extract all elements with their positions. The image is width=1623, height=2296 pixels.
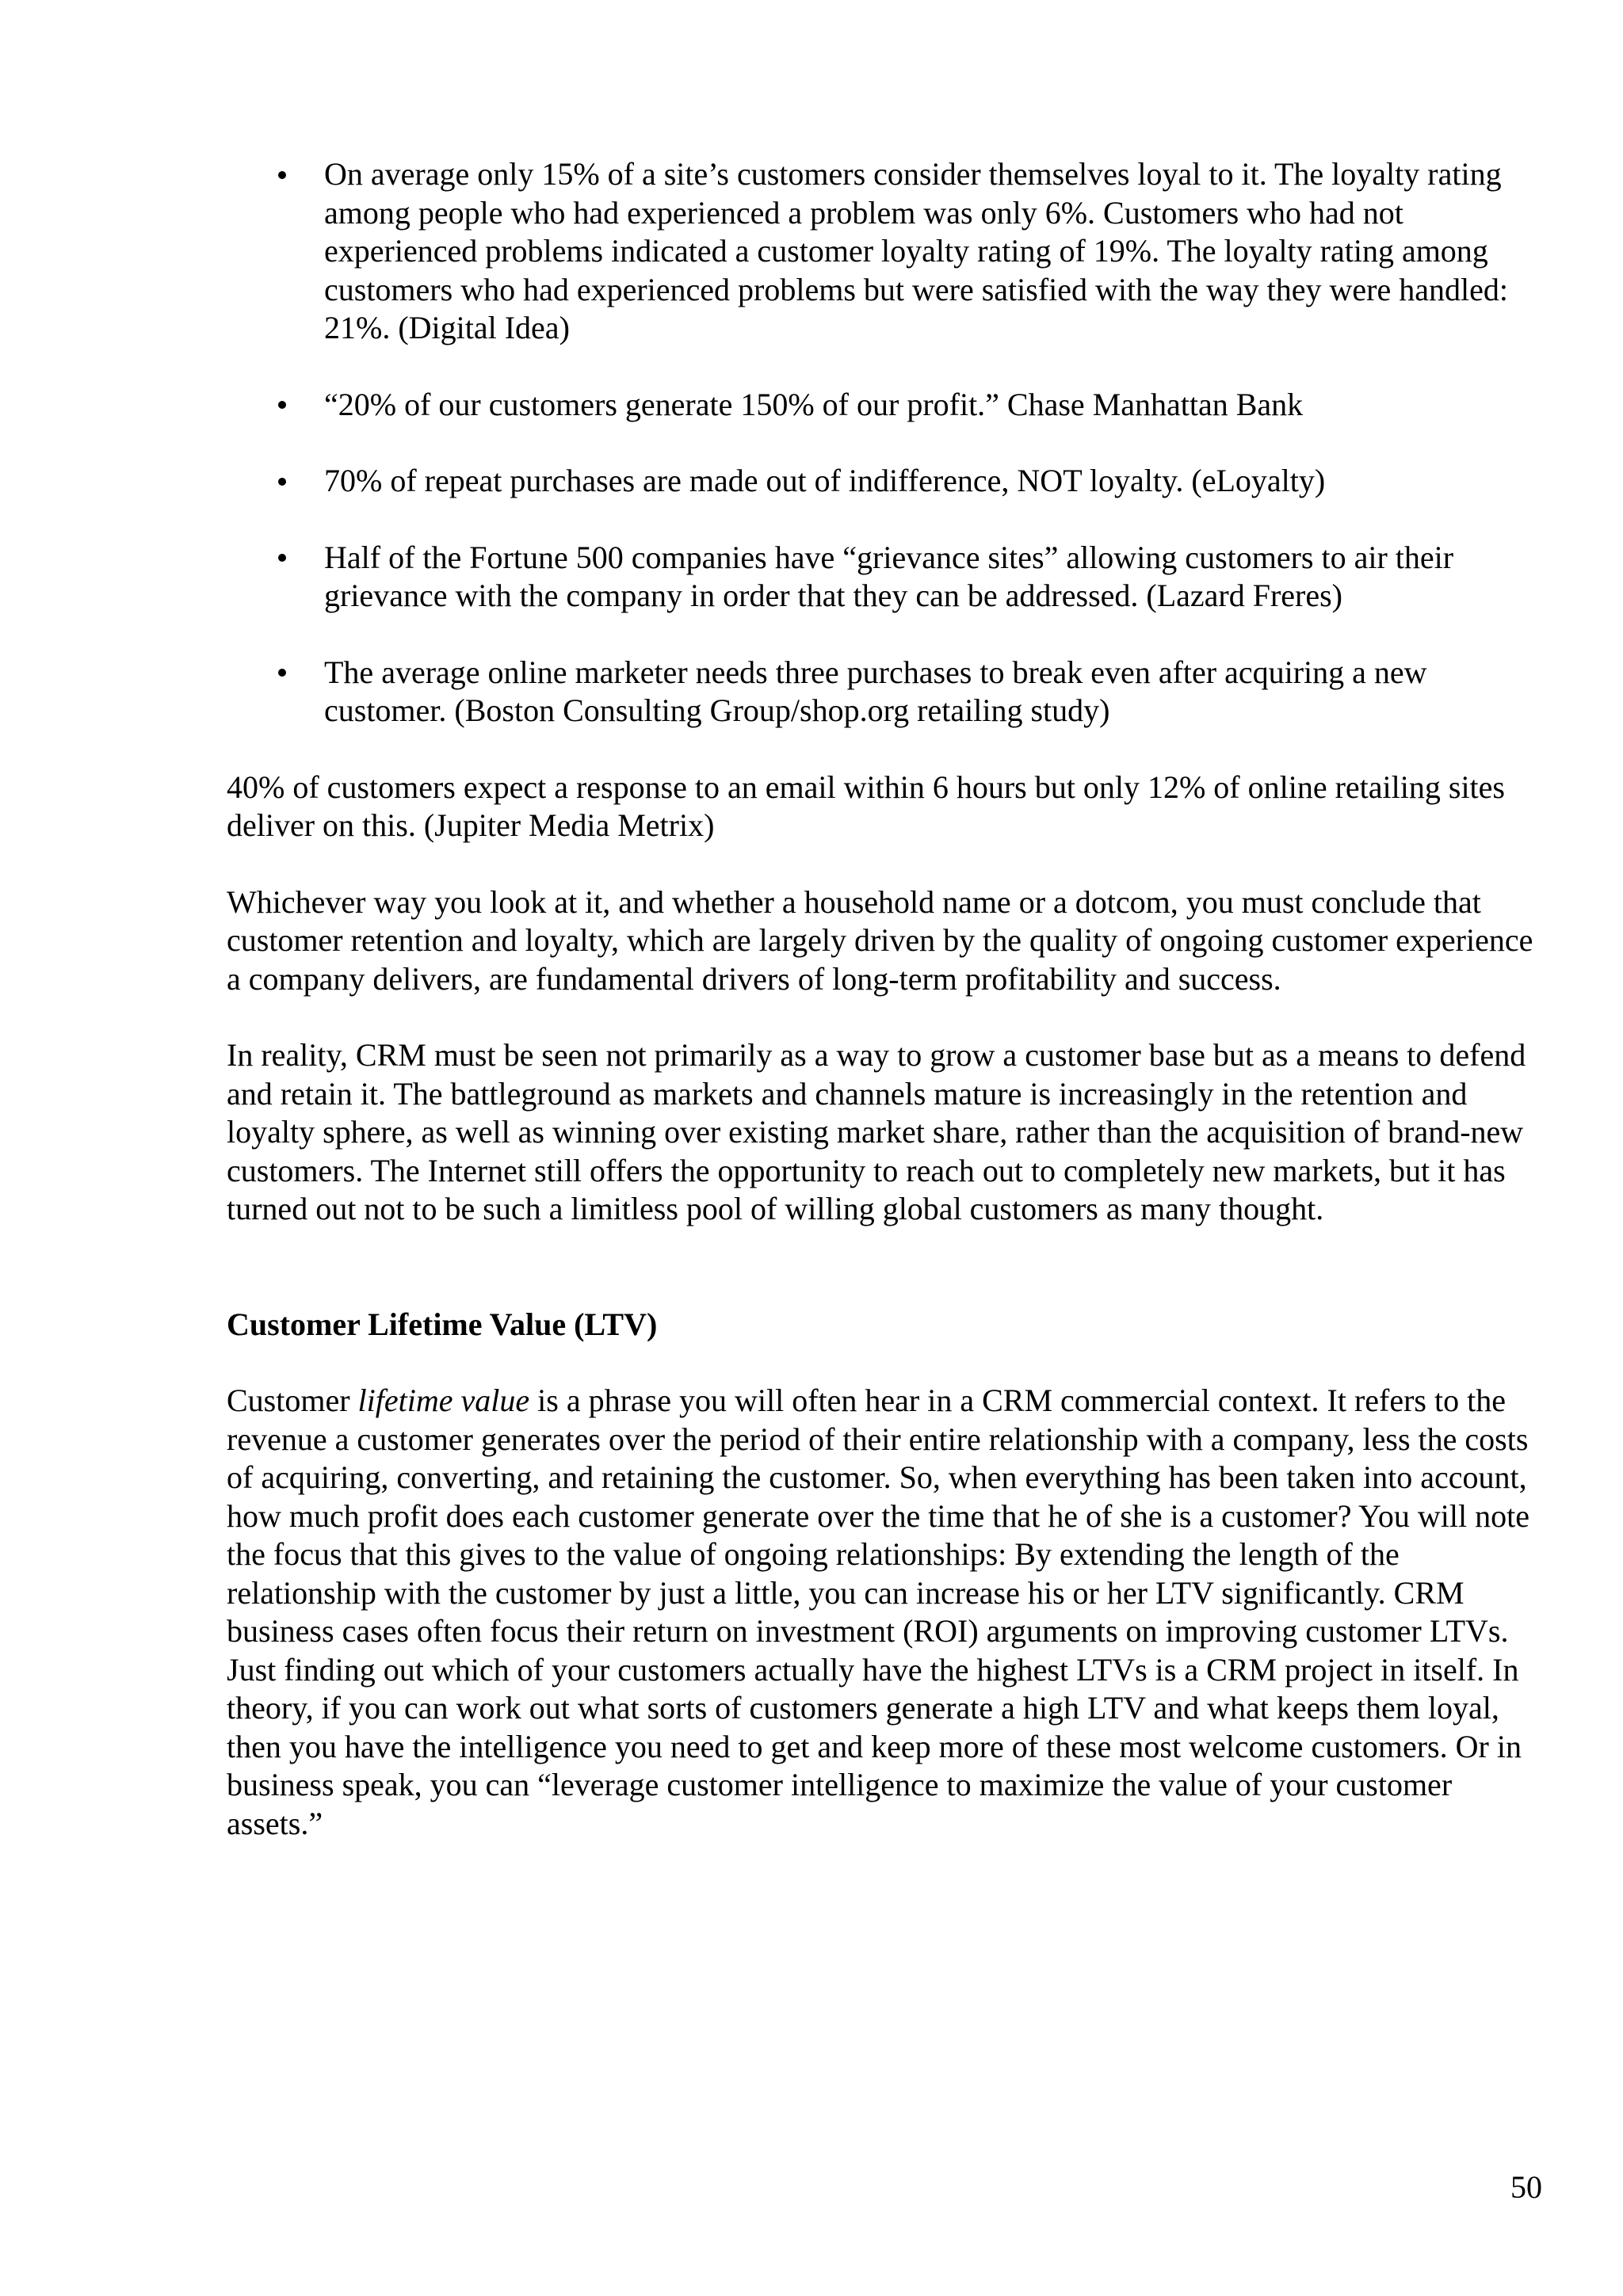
page-content xyxy=(227,155,1552,1881)
paragraph-retention-conclusion: Whichever way you look at it, and whether a household name or a dotcom, you must conclude that customer retention and loyalty, which are largely driven by the quality of ongoing customer experience a company delivers, are fundamental drivers of long-term profitability and success. xyxy=(227,883,1533,997)
list-item-text: “20% of our customers generate 150% of our profit.” Chase Manhattan Bank xyxy=(324,386,1304,422)
list-item xyxy=(227,155,1552,348)
list-item-text: 70% of repeat purchases are made out of indifference, NOT loyalty. (eLoyalty) xyxy=(324,463,1326,498)
list-item xyxy=(227,462,1552,501)
bullet-icon xyxy=(274,386,290,425)
paragraph-response-time: 40% of customers expect a response to an email within 6 hours but only 12% of online retailing sites deliver on this. (Jupiter Media Metrix) xyxy=(227,769,1505,843)
bullet-list xyxy=(227,155,1552,730)
page-number: 50 xyxy=(1510,2169,1542,2205)
list-item xyxy=(227,539,1552,616)
list-item-text: Half of the Fortune 500 companies have “grievance sites” allowing customers to air their grievance with the company in order that they can be addressed. (Lazard Freres) xyxy=(324,539,1454,613)
paragraph-ltv-definition xyxy=(227,1382,1552,1843)
ltv-italic-term: lifetime value xyxy=(357,1383,530,1418)
bullet-icon xyxy=(274,155,290,194)
ltv-intro-rest: is a phrase you will often hear in a CRM commercial context. It refers to the revenue a customer generates over the period of their entire relationship with a company, less the costs of acquiring, converting, and retaining the customer. So, when everything has been taken into account, how much profit does each customer generate over the time that he of she is a customer? You will note the focus that this gives to the value of ongoing relationships: By extending the length of the relationship with the customer by just a little, you can increase his or her LTV significantly. CRM business cases often focus their return on investment (ROI) arguments on improving customer LTVs. Just finding out which of your customers actually have the highest LTVs is a CRM project in itself. In theory, if you can work out what sorts of customers generate a high LTV and what keeps them loyal, then you have the intelligence you need to get and keep more of these most welcome customers. Or in business speak, you can “leverage customer intelligence to maximize the value of your customer assets.” xyxy=(227,1383,1529,1841)
bullet-icon xyxy=(274,462,290,501)
bullet-icon xyxy=(274,539,290,578)
section-heading: Customer Lifetime Value (LTV) xyxy=(227,1306,658,1342)
list-item-text: The average online marketer needs three purchases to break even after acquiring a new customer. (Boston Consulting Group/shop.org retailing study) xyxy=(324,654,1427,728)
list-item-text: On average only 15% of a site’s customers consider themselves loyal to it. The loyalty rating among people who had experienced a problem was only 6%. Customers who had not experienced problems indicated a customer loyalty rating of 19%. The loyalty rating among customers who had experienced problems but were satisfied with the way they were handled: 21%. (Digital Idea) xyxy=(324,156,1508,345)
bullet-icon xyxy=(274,654,290,692)
ltv-intro-start: Customer xyxy=(227,1383,358,1418)
list-item xyxy=(227,654,1552,730)
list-item xyxy=(227,386,1552,425)
paragraph-crm-reality: In reality, CRM must be seen not primarily as a way to grow a customer base but as a means to defend and retain it. The battleground as markets and channels mature is increasingly in the retention and loyalty sphere, as well as winning over existing market share, rather than the acquisition of brand-new customers. The Internet still offers the opportunity to reach out to completely new markets, but it has turned out not to be such a limitless pool of willing global customers as many thought. xyxy=(227,1037,1526,1226)
